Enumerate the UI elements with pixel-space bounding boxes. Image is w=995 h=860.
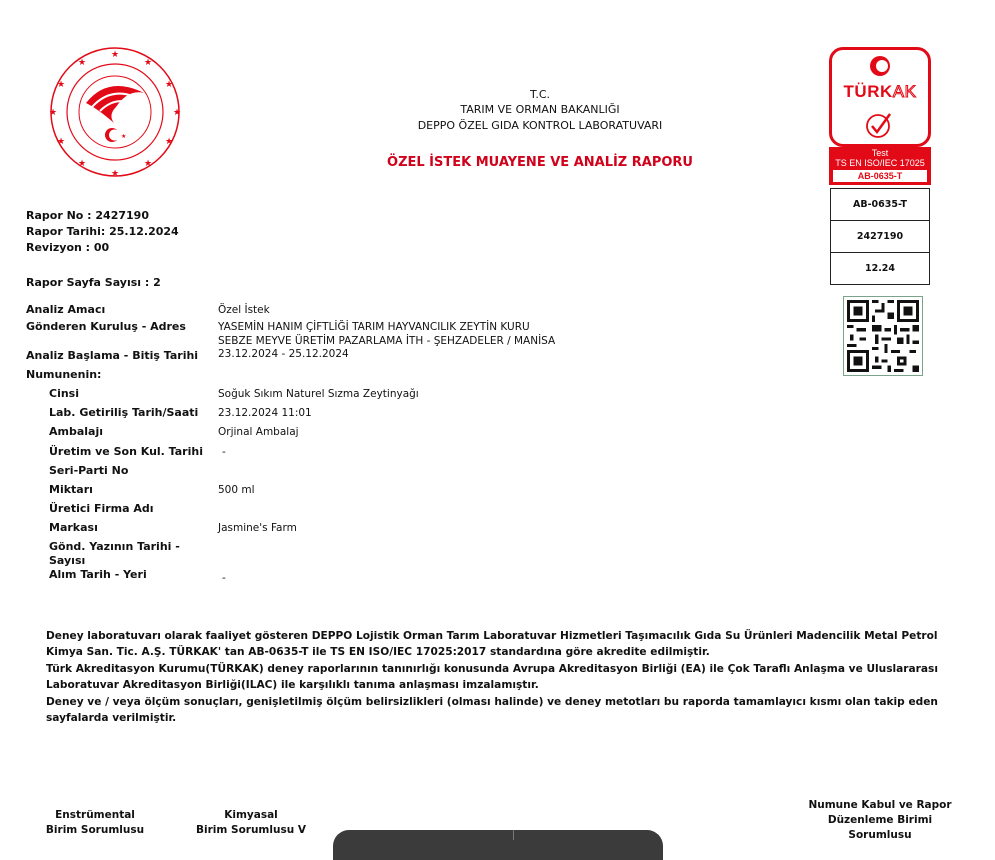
accreditation-number-cell: AB-0635-T: [831, 189, 930, 221]
field-value: SEBZE MEYVE ÜRETİM PAZARLAMA İTH - ŞEHZADELER / MANİSA: [218, 335, 556, 347]
svg-text:★: ★: [56, 137, 66, 147]
svg-text:★: ★: [143, 159, 153, 169]
signature-title: Kimyasal: [224, 809, 278, 821]
field-value: 23.12.2024 - 25.12.2024: [218, 348, 349, 360]
checkmark-icon: [864, 110, 894, 140]
report-month-cell: 12.24: [831, 253, 930, 285]
svg-text:★: ★: [77, 159, 87, 169]
accreditation-statement: [46, 628, 956, 726]
sample-value: 23.12.2024 11:01: [218, 407, 312, 419]
sample-label: Cinsi: [49, 387, 79, 400]
signature-title: Sorumlusu: [848, 829, 912, 841]
sample-label: Lab. Getiriliş Tarih/Saati: [49, 406, 199, 419]
report-date: Rapor Tarihi: 25.12.2024: [26, 225, 179, 238]
sample-value: -: [222, 572, 226, 584]
svg-text:★: ★: [143, 58, 153, 68]
field-label: Gönderen Kuruluş - Adres: [26, 320, 186, 333]
report-revision: Revizyon : 00: [26, 241, 110, 254]
sample-label: Ambalajı: [49, 425, 104, 438]
report-page-count: Rapor Sayfa Sayısı : 2: [26, 276, 161, 289]
signature-block-sample-acceptance: [770, 798, 990, 843]
turkak-word-solid: TÜRK: [843, 82, 893, 101]
sample-value: Orjinal Ambalaj: [218, 426, 299, 438]
svg-text:★: ★: [164, 80, 174, 90]
sample-label: Üretici Firma Adı: [49, 502, 154, 515]
sample-label: Seri-Parti No: [49, 464, 129, 477]
statement-line: Laboratuvar Akreditasyon Birliği(ILAC) ile karşılıklı tanıma anlaşması imzalamıştır.: [46, 679, 539, 692]
sample-value: Soğuk Sıkım Naturel Sızma Zeytinyağı: [218, 388, 419, 400]
signature-block-instrumental: [20, 808, 170, 838]
svg-text:★: ★: [77, 58, 87, 68]
statement-line: Deney laboratuvarı olarak faaliyet gösteren DEPPO Lojistik Orman Tarım Laboratuvar Hizmetleri Taşımacılık Gıda Su Ürünleri Madencilik Metal Petrol: [46, 630, 938, 642]
field-value: Özel İstek: [218, 304, 270, 316]
statement-line: Kimya San. Tic. A.Ş. TÜRKAK' tan AB-0635-T ile TS EN ISO/IEC 17025:2017 standardına göre akredite edilmiştir.: [46, 646, 710, 659]
field-label: Analiz Amacı: [26, 303, 106, 316]
svg-text:★: ★: [110, 50, 120, 60]
svg-text:★: ★: [172, 108, 182, 118]
sample-label: Gönd. Yazının Tarihi -: [49, 540, 180, 553]
sample-label: Miktarı: [49, 483, 93, 496]
signature-title: Enstrümental: [55, 809, 135, 821]
turkak-word-outline: AK: [892, 82, 917, 101]
sample-label: Alım Tarih - Yeri: [49, 568, 147, 581]
field-value: YASEMİN HANIM ÇİFTLİĞİ TARIM HAYVANCILIK ZEYTİN KURU: [218, 321, 530, 333]
accreditation-standard: TS EN ISO/IEC 17025: [835, 158, 925, 168]
turkak-logo: [829, 47, 931, 147]
statement-line: Deney ve / veya ölçüm sonuçları, genişletilmiş ölçüm belirsizlikleri (olması halinde) ve deney metotları bu raporda tamamlayıcı kısmı olan takip eden: [46, 695, 938, 708]
sample-label: Markası: [49, 521, 98, 534]
sample-value: -: [222, 446, 226, 458]
pdf-viewer-toolbar[interactable]: [333, 830, 663, 860]
signature-title: Birim Sorumlusu: [45, 824, 145, 836]
turkak-wordmark: [832, 82, 928, 102]
svg-text:★: ★: [121, 133, 127, 140]
signature-title: Numune Kabul ve Rapor: [808, 799, 952, 811]
crescent-icon: [870, 56, 890, 76]
report-title: ÖZEL İSTEK MUAYENE VE ANALİZ RAPORU: [387, 155, 693, 170]
accreditation-banner: [829, 147, 931, 185]
qr-code-icon: [843, 296, 923, 376]
accreditation-code: AB-0635-T: [833, 170, 927, 182]
sample-value: 500 ml: [218, 484, 255, 496]
field-label: Analiz Başlama - Bitiş Tarihi: [26, 349, 199, 362]
crescent-cutout: [876, 60, 888, 72]
sample-label: Üretim ve Son Kul. Tarihi: [49, 445, 203, 458]
report-number-cell: 2427190: [831, 221, 930, 253]
header-lab-name: DEPPO ÖZEL GIDA KONTROL LABORATUVARI: [417, 119, 663, 132]
signature-title: Birim Sorumlusu V: [196, 824, 306, 836]
svg-text:★: ★: [48, 108, 58, 118]
accreditation-test: Test: [871, 148, 889, 158]
signature-block-chemical: [176, 808, 326, 838]
sample-value: Jasmine's Farm: [218, 522, 297, 534]
signature-title: Düzenleme Birimi: [827, 814, 933, 826]
svg-text:★: ★: [56, 80, 66, 90]
svg-text:★: ★: [110, 169, 120, 179]
statement-line: Türk Akreditasyon Kurumu(TÜRKAK) deney raporlarının tanınırlığı konusunda Avrupa Akreditasyon Birliği (EA) ile Çok Taraflı Anlaşma ve Uluslararası: [46, 662, 938, 675]
field-label: Numunenin:: [26, 368, 102, 381]
svg-text:★: ★: [164, 137, 174, 147]
report-number: Rapor No : 2427190: [26, 209, 149, 222]
toolbar-divider: [513, 830, 514, 840]
header-tc: T.C.: [529, 88, 551, 101]
accreditation-info-table: [830, 188, 930, 285]
sample-label: Sayısı: [49, 554, 86, 567]
ministry-seal-icon: [48, 45, 182, 179]
header-ministry: TARIM VE ORMAN BAKANLIĞI: [460, 103, 620, 116]
statement-line: sayfalarda verilmiştir.: [46, 712, 177, 725]
